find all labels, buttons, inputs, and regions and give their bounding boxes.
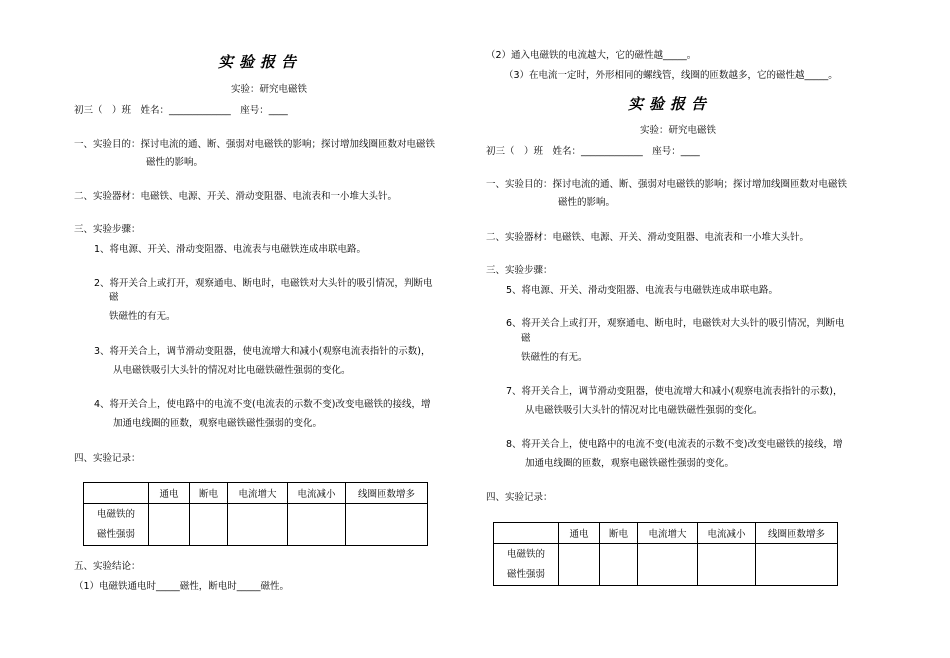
right-header-current-up: 电流增大: [638, 523, 698, 544]
right-purpose-line2: 磁性的影响。: [558, 197, 616, 208]
left-cell-current-up[interactable]: [228, 504, 288, 546]
right-cell-current-up[interactable]: [638, 544, 698, 586]
left-title: 实验报告: [218, 53, 303, 71]
left-step-3-line2: 从电磁铁吸引大头针的情况对比电磁铁磁性强弱的变化。: [113, 365, 351, 376]
right-header-on: 通电: [559, 523, 600, 544]
right-header-turns-up: 线圈匝数增多: [756, 523, 838, 544]
right-record-heading: 四、实验记录：: [486, 492, 553, 503]
right-table-corner: [494, 523, 559, 544]
left-step-2-line3: 铁磁性的有无。: [109, 311, 176, 322]
right-row-label-1: 电磁铁的: [506, 548, 545, 560]
right-conclusion-3: （3）在电流一定时，外形相同的螺线管，线圈的匝数越多，它的磁性越_____。: [504, 70, 838, 81]
right-row-label-2: 磁性强弱: [506, 568, 545, 580]
right-cell-current-down[interactable]: [698, 544, 756, 586]
right-step-6-line1: 6、将开关合上或打开，观察通电、断电时，电磁铁对大头针的吸引情况，判断电: [506, 318, 845, 329]
right-cell-on[interactable]: [559, 544, 600, 586]
left-cell-current-down[interactable]: [288, 504, 346, 546]
left-conclusion-heading: 五、实验结论：: [74, 561, 141, 572]
left-step-4-line2: 加通电线圈的匝数，观察电磁铁磁性强弱的变化。: [113, 418, 323, 429]
left-header-current-down: 电流减小: [288, 483, 346, 504]
right-step-7-line1: 7、将开关合上，调节滑动变阻器，使电流增大和减小(观察电流表指针的示数)，: [506, 386, 843, 397]
left-conclusion-1: （1）电磁铁通电时_____磁性，断电时_____磁性。: [74, 581, 290, 592]
left-subtitle: 实验：研究电磁铁: [231, 84, 308, 95]
right-step-6-line2: 磁: [521, 333, 531, 344]
right-title: 实验报告: [628, 95, 713, 113]
left-purpose-line1: 一、实验目的：探讨电流的通、断、强弱对电磁铁的影响；探讨增加线圈匝数对电磁铁: [74, 139, 436, 150]
right-equipment: 二、实验器材：电磁铁、电源、开关、滑动变阻器、电流表和一小堆大头针。: [486, 232, 810, 243]
left-cell-off[interactable]: [190, 504, 228, 546]
left-cell-on[interactable]: [149, 504, 190, 546]
right-conclusion-2: （2）通入电磁铁的电流越大，它的磁性越_____。: [486, 50, 697, 61]
left-step-4-line1: 4、将开关合上，使电路中的电流不变(电流表的示数不变)改变电磁铁的接线，增: [94, 399, 431, 410]
left-header-on: 通电: [149, 483, 190, 504]
right-record-table: [493, 522, 838, 586]
left-equipment: 二、实验器材：电磁铁、电源、开关、滑动变阻器、电流表和一小堆大头针。: [74, 191, 398, 202]
right-cell-turns-up[interactable]: [756, 544, 838, 586]
right-step-6-line3: 铁磁性的有无。: [521, 352, 588, 363]
right-row-label: [494, 544, 559, 586]
left-purpose-line2: 磁性的影响。: [146, 157, 204, 168]
left-cell-turns-up[interactable]: [346, 504, 428, 546]
left-student-info: 初三（ ）班 姓名：_____________ 座号：____: [74, 105, 288, 116]
left-steps-heading: 三、实验步骤：: [74, 224, 141, 235]
right-cell-off[interactable]: [600, 544, 638, 586]
left-row-label-2: 磁性强弱: [96, 528, 135, 540]
right-step-5: 5、将电源、开关、滑动变阻器、电流表与电磁铁连成串联电路。: [506, 285, 779, 296]
right-header-current-down: 电流减小: [698, 523, 756, 544]
left-step-2-line1: 2、将开关合上或打开，观察通电、断电时，电磁铁对大头针的吸引情况，判断电: [94, 278, 433, 289]
left-header-turns-up: 线圈匝数增多: [346, 483, 428, 504]
left-record-table: [83, 482, 428, 546]
left-header-current-up: 电流增大: [228, 483, 288, 504]
left-step-2-line2: 磁: [109, 292, 119, 303]
right-header-off: 断电: [600, 523, 638, 544]
right-step-8-line2: 加通电线圈的匝数，观察电磁铁磁性强弱的变化。: [525, 458, 735, 469]
left-row-label: [84, 504, 149, 546]
left-step-3-line1: 3、将开关合上，调节滑动变阻器，使电流增大和减小(观察电流表指针的示数)，: [94, 346, 431, 357]
right-subtitle: 实验：研究电磁铁: [640, 125, 717, 136]
left-record-heading: 四、实验记录：: [74, 453, 141, 464]
right-step-7-line2: 从电磁铁吸引大头针的情况对比电磁铁磁性强弱的变化。: [525, 405, 763, 416]
right-step-8-line1: 8、将开关合上，使电路中的电流不变(电流表的示数不变)改变电磁铁的接线，增: [506, 439, 843, 450]
right-purpose-line1: 一、实验目的：探讨电流的通、断、强弱对电磁铁的影响；探讨增加线圈匝数对电磁铁: [486, 179, 848, 190]
left-row-label-1: 电磁铁的: [96, 508, 135, 520]
left-table-corner: [84, 483, 149, 504]
left-step-1: 1、将电源、开关、滑动变阻器、电流表与电磁铁连成串联电路。: [94, 244, 367, 255]
left-header-off: 断电: [190, 483, 228, 504]
right-student-info: 初三（ ）班 姓名：_____________ 座号：____: [486, 146, 700, 157]
right-steps-heading: 三、实验步骤：: [486, 265, 553, 276]
